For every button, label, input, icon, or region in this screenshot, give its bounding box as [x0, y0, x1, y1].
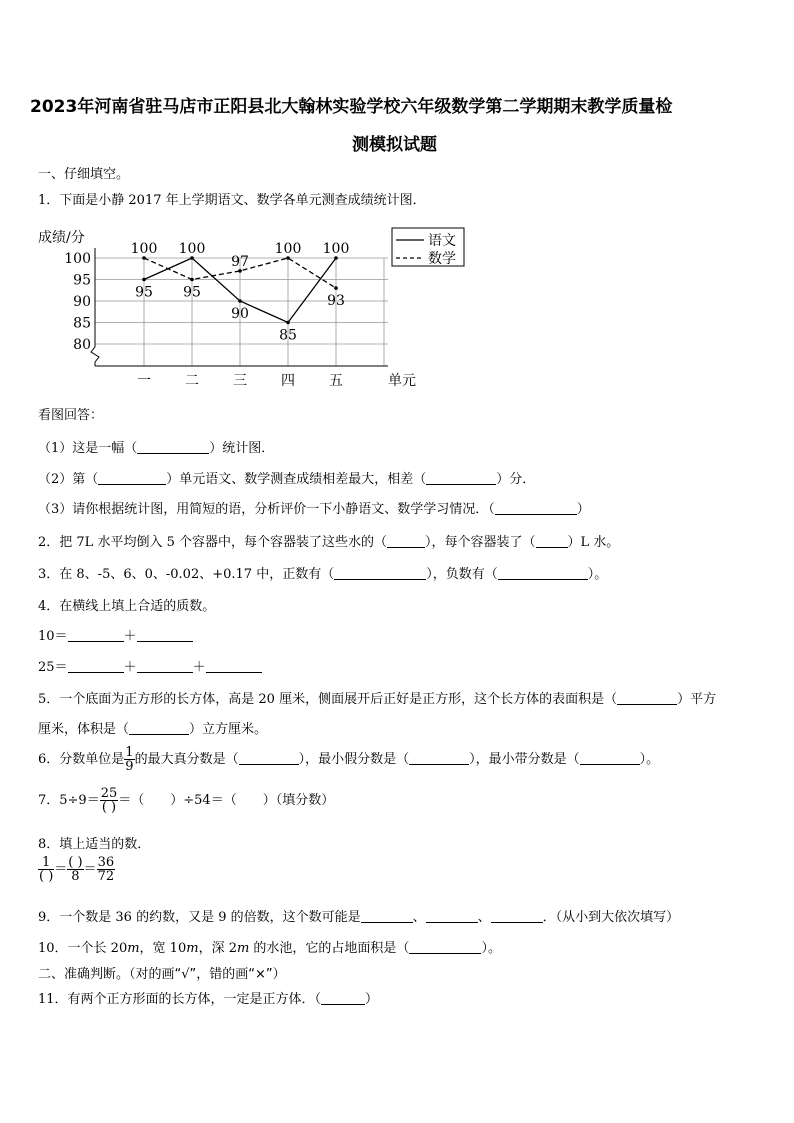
answer-blank[interactable]	[409, 940, 481, 954]
answer-blank[interactable]	[495, 501, 577, 515]
data-point	[286, 321, 290, 325]
x-tick-label: 四	[281, 373, 295, 389]
answer-blank[interactable]	[68, 628, 124, 642]
fraction: $\frac{36}{72}$	[97, 855, 115, 884]
answer-blank[interactable]	[617, 691, 677, 705]
x-tick-label: 一	[137, 373, 151, 389]
q9: 9．一个数是 36 的约数，又是 9 的倍数，这个数可能是 、 、 ．（从小到大依次填写）	[38, 910, 680, 925]
answer-blank[interactable]	[239, 751, 299, 765]
answer-blank[interactable]	[137, 659, 193, 673]
data-point	[238, 299, 242, 303]
data-point	[334, 286, 338, 290]
data-label: 90	[231, 306, 249, 322]
q3: 3．在 8、-5、6、0、-0.02、+0.17 中，正数有（ ），负数有（ ）。	[38, 567, 608, 582]
y-tick-label: 100	[64, 251, 91, 267]
section-2-heading: 二、准确判断。（对的画“√”，错的画“×”）	[38, 967, 286, 982]
legend-entry: 语文	[428, 233, 456, 249]
fraction: $\frac{1}{( )}$	[39, 855, 54, 884]
page-title-line1: 2023年河南省驻马店市正阳县北大翰林实验学校六年级数学第二学期期末教学质量检	[30, 97, 673, 117]
chart-legend	[392, 228, 464, 267]
answer-blank[interactable]	[498, 566, 588, 580]
answer-blank[interactable]	[580, 751, 640, 765]
y-axis-label: 成绩/分	[38, 230, 85, 246]
answer-blank[interactable]	[361, 909, 413, 923]
data-point	[190, 278, 194, 282]
q8-fractions: $\frac{1}{( )}$ ＝ $\frac{( )}{8}$ ＝ $\frac{36}{72}$	[39, 855, 115, 884]
section-1-heading: 一、仔细填空。	[38, 167, 130, 182]
q1-prompt: 看图回答：	[38, 408, 104, 423]
q4-stem: 4．在横线上填上合适的质数。	[38, 599, 216, 614]
q1-sub2: （2）第（ ）单元语文、数学测查成绩相差最大，相差（ ）分．	[38, 472, 536, 487]
fraction: $\frac{1}{9}$	[125, 745, 134, 774]
q6: 6．分数单位是 $\frac{1}{9}$ 的最大真分数是（ ），最小假分数是（ ），最小带分数是（ ）。	[38, 745, 660, 774]
data-label: 95	[135, 284, 153, 301]
data-label: 100	[322, 241, 350, 257]
answer-blank[interactable]	[206, 659, 262, 673]
answer-blank[interactable]	[536, 534, 568, 548]
q10: 10．一个长 20m，宽 10m，深 2m 的水池，它的占地面积是（ ）。	[38, 941, 501, 956]
data-label: 95	[183, 284, 201, 301]
answer-blank[interactable]	[491, 909, 543, 923]
fraction: $\frac{( )}{8}$	[68, 855, 83, 884]
data-label: 100	[130, 241, 158, 257]
y-tick-label: 90	[73, 294, 91, 310]
q4-line2: 25＝ ＋ ＋	[38, 656, 262, 675]
answer-blank[interactable]	[137, 628, 193, 642]
answer-blank[interactable]	[137, 440, 209, 454]
data-label: 100	[178, 241, 206, 257]
q8-stem: 8．填上适当的数．	[38, 837, 151, 852]
x-axis-label: 单元	[388, 373, 416, 389]
answer-blank[interactable]	[98, 471, 166, 485]
q1-stem: 1．下面是小静 2017 年上学期语文、数学各单元测查成绩统计图．	[38, 193, 426, 208]
q7: 7．5÷9＝ $\frac{25}{( )}$ ＝（ ）÷54＝（ ）（填分数）	[38, 786, 335, 815]
chart-axes	[91, 248, 416, 389]
data-label: 85	[279, 327, 297, 344]
answer-blank[interactable]	[426, 471, 496, 485]
page-title-line2: 测模拟试题	[352, 135, 437, 155]
y-tick-label: 80	[73, 337, 91, 353]
data-label: 97	[231, 253, 249, 270]
line-chart	[30, 222, 470, 394]
q11: 11．有两个正方形面的长方体，一定是正方体．（ ）	[38, 992, 379, 1007]
x-tick-label: 五	[329, 373, 343, 389]
data-point	[142, 278, 146, 282]
x-tick-label: 二	[185, 373, 199, 389]
data-label: 100	[274, 241, 302, 257]
y-tick-label: 85	[73, 315, 91, 332]
answer-blank[interactable]	[426, 909, 478, 923]
q1-sub3: （3）请你根据统计图，用简短的语，分析评价一下小静语文、数学学习情况．（ ）	[38, 502, 590, 517]
answer-blank[interactable]	[321, 991, 365, 1005]
data-label: 93	[327, 293, 345, 310]
answer-blank[interactable]	[129, 721, 189, 735]
y-tick-label: 95	[73, 272, 91, 289]
answer-blank[interactable]	[409, 751, 469, 765]
answer-blank[interactable]	[334, 566, 426, 580]
legend-entry: 数学	[428, 251, 456, 267]
q4-line1: 10＝ ＋	[38, 625, 193, 644]
answer-blank[interactable]	[387, 534, 425, 548]
q2: 2．把 7L 水平均倒入 5 个容器中，每个容器装了这些水的（ ），每个容器装了（ ）L 水。	[38, 535, 620, 550]
axis-break	[91, 347, 99, 366]
q5-line1: 5．一个底面为正方形的长方体，高是 20 厘米，侧面展开后正好是正方形，这个长方体的表面积是（ ）平方	[38, 692, 717, 707]
x-tick-label: 三	[233, 373, 247, 389]
answer-blank[interactable]	[68, 659, 124, 673]
fraction: $\frac{25}{( )}$	[100, 786, 118, 815]
q1-sub1: （1）这是一幅（ ）统计图．	[38, 441, 275, 456]
q5-line2: 厘米，体积是（ ）立方厘米。	[38, 722, 268, 737]
